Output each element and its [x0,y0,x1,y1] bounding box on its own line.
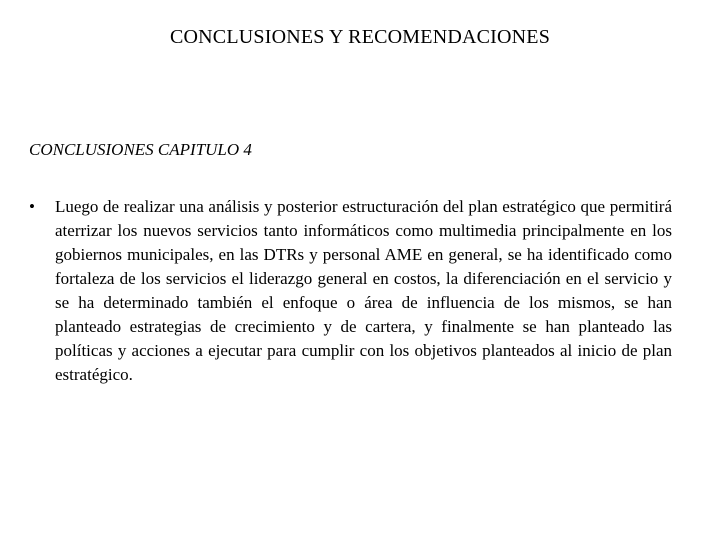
section-heading: CONCLUSIONES CAPITULO 4 [29,140,252,159]
bullet-text: Luego de realizar una análisis y posterior estructuración del plan estratégico que permitirá aterrizar los nuevos servicios tanto informáticos como multimedia principalmente en los gobiernos municipales, en las DTRs y personal AME en general, se ha identificado como fortaleza de los servicios el liderazgo general en costos, la diferenciación en el servicio y se ha determinado también el enfoque o área de influencia de los mismos, se han planteado estrategias de crecimiento y de cartera, y finalmente se han planteado las políticas y acciones a ejecutar para cumplir con los objetivos planteados al inicio de plan estratégico. [55,197,672,384]
bullet-marker: • [29,197,35,216]
slide-title: CONCLUSIONES Y RECOMENDACIONES [169,26,551,48]
